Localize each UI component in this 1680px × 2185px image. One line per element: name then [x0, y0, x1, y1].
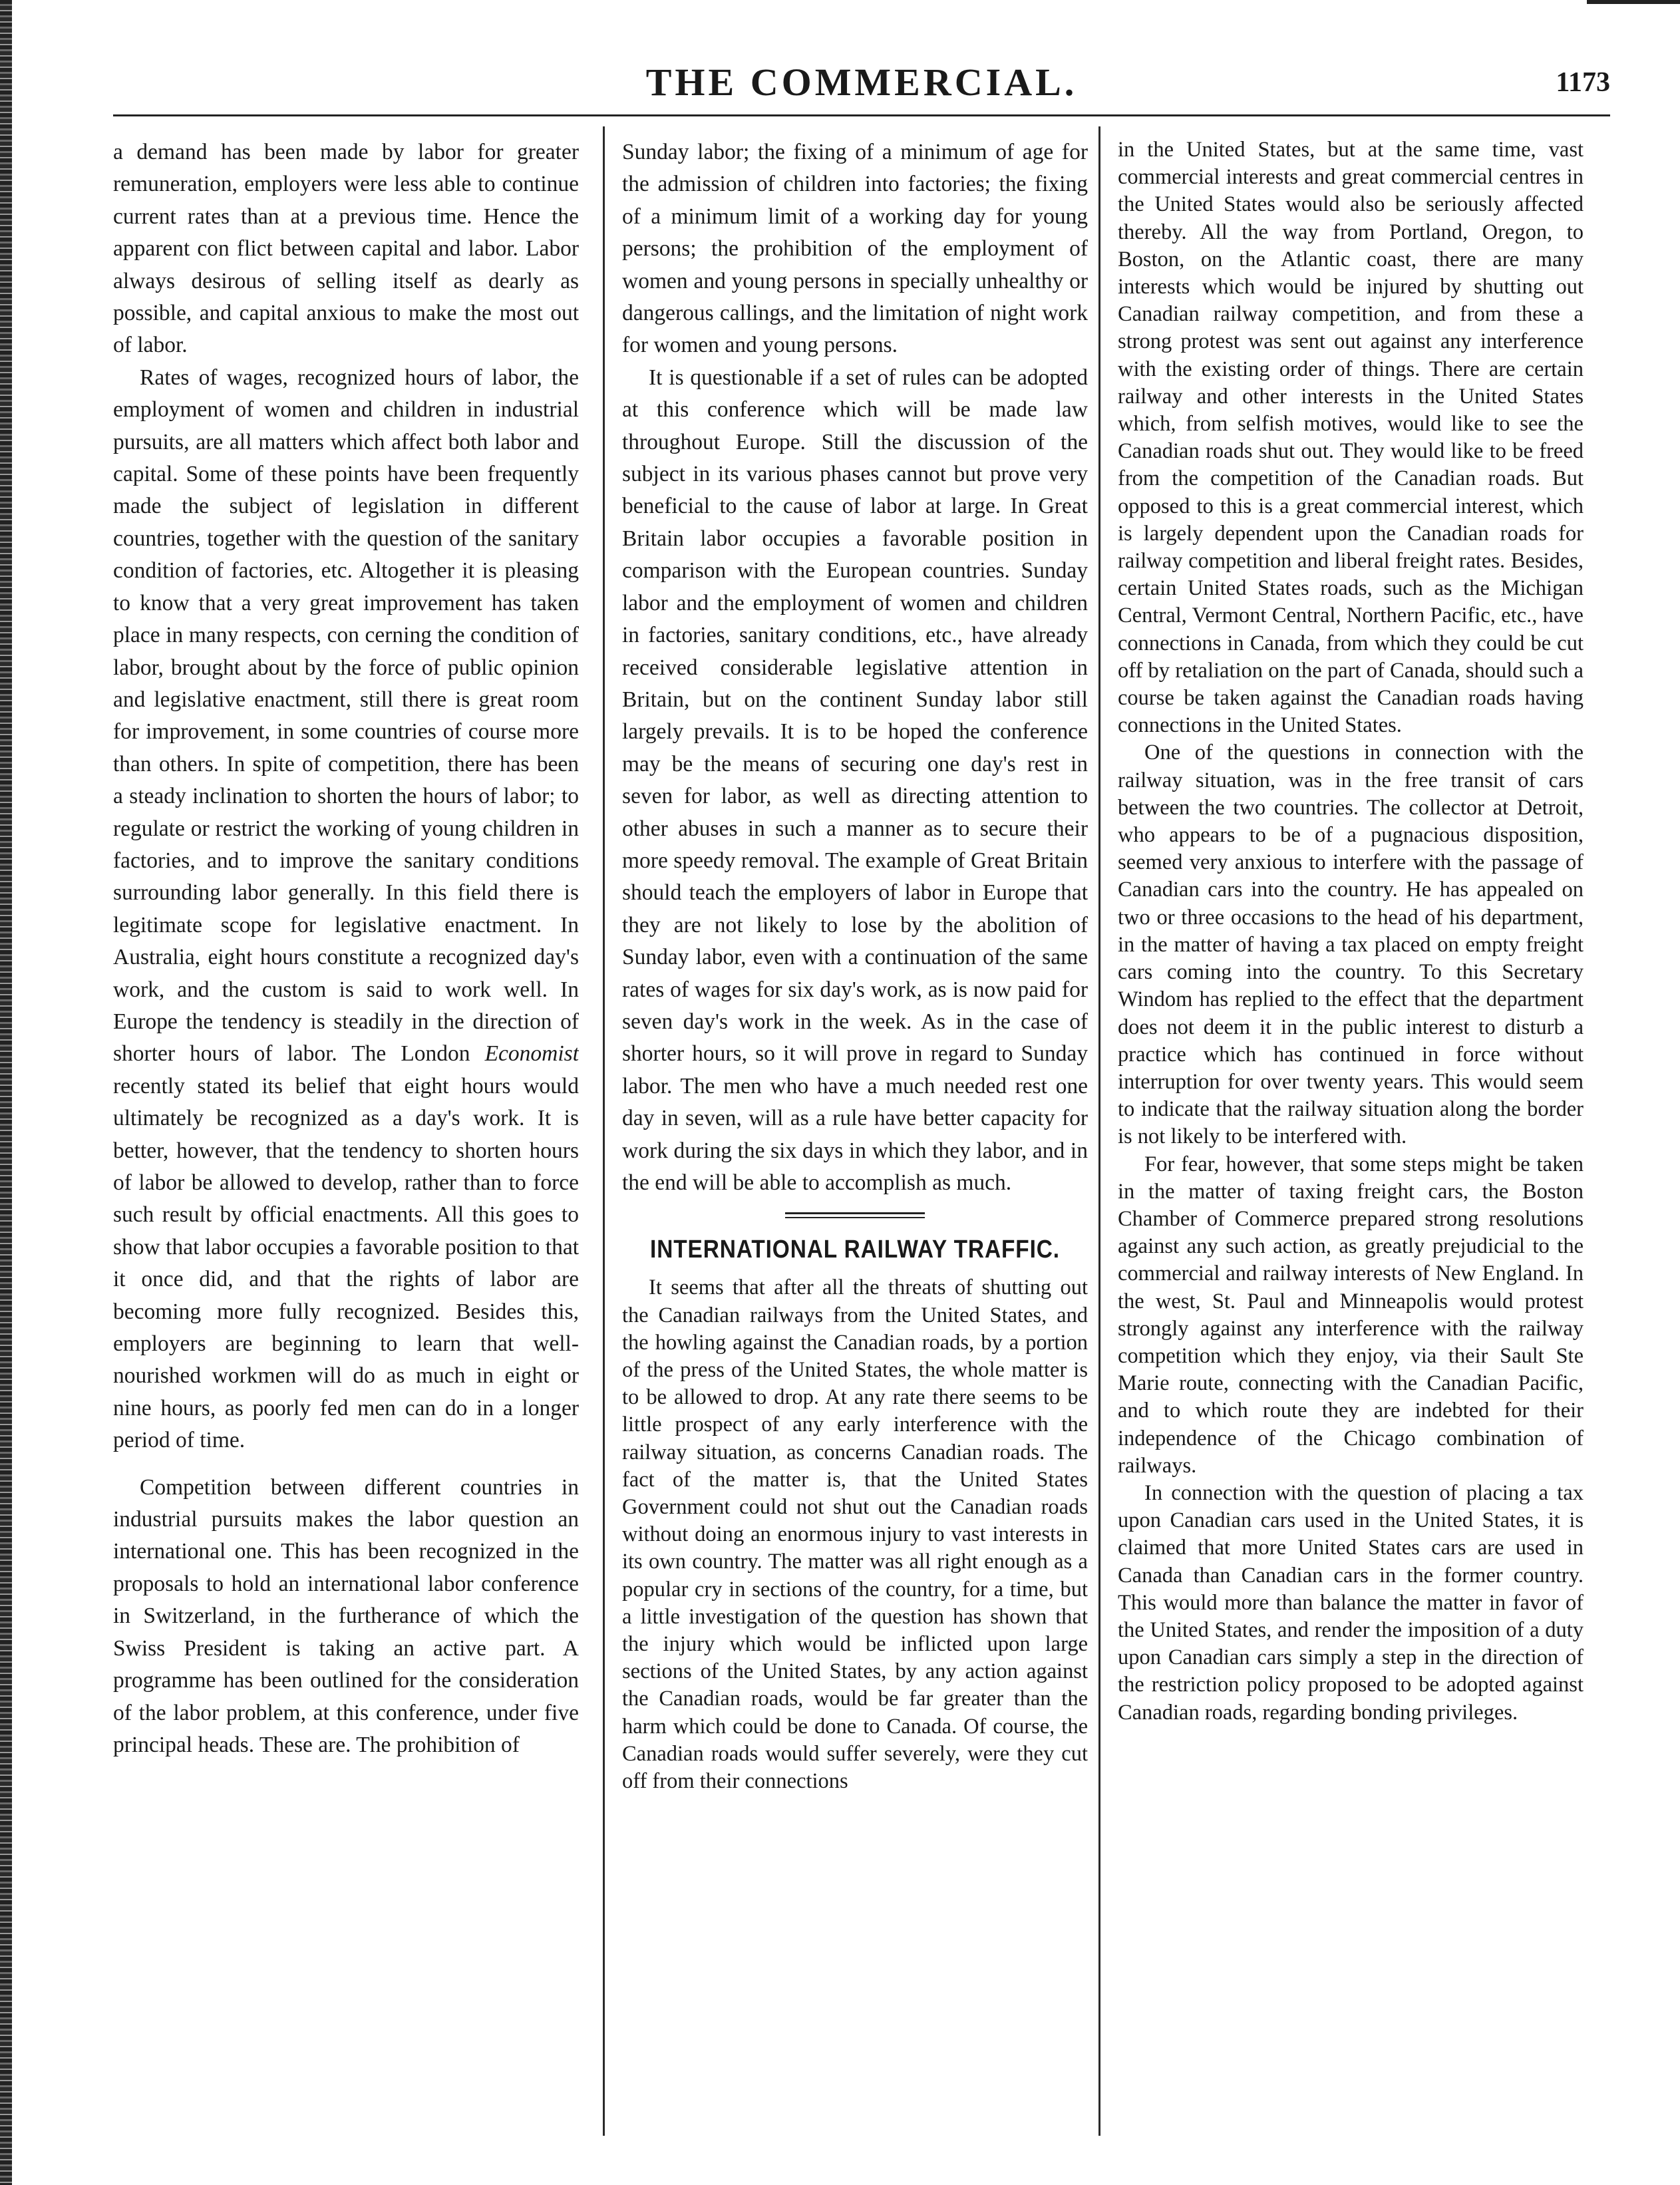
paragraph-text: recently stated its belief that eight hours would ultimately be recognized as a day's work. It is better, however, that the tendency to shorten hours of labor be allowed to develop, rather than to force such result by official enactments. All this goes to show that labor occupies a favorable position to that it once did, and that the rights of labor are becoming more fully recognized. Besides this, employers are beginning to learn that well-nourished workmen will do as much in eight or nine hours, as poorly fed men can do in a longer period of time.: [113, 1073, 579, 1453]
article-body: [622, 1274, 1088, 1795]
masthead-title: THE COMMERCIAL.: [645, 61, 1078, 104]
column-3: [1118, 136, 1584, 2166]
page-header: [113, 59, 1610, 112]
header-rule: [113, 114, 1610, 116]
column-divider-2: [1098, 126, 1100, 2136]
paragraph: Competition between different countries in industrial pursuits makes the labor question an international one. This has been recognized in the proposals to hold an international labor conference in Switzerland, in the furtherance of which the Swiss President is taking an active part. A programme has been outlined for the consideration of the labor problem, at this conference, under five principal heads. These are. The prohibition of: [113, 1474, 579, 1757]
article-title-rule: [785, 1212, 925, 1218]
paragraph: It seems that after all the threats of shutting out the Canadian railways from the United States, and the howling against the Canadian roads, by a portion of the press of the United States, the whole matter is to be allowed to drop. At any rate there seems to be little prospect of any early interference with the railway situation, as concerns Canadian roads. The fact of the matter is, that the United States Government could not shut out the Canadian roads without doing an enormous injury to vast interests in its own country. The matter was all right enough as a popular cry in sections of the country, for a time, but a little investigation of the question has shown that the injury which would be inflicted upon large sections of the United States, by any action against the Canadian roads, would be far greater than the harm which could be done to Canada. Of course, the Canadian roads would suffer severely, were they cut off from their connections: [622, 1275, 1088, 1794]
column-1: [113, 136, 579, 2166]
page-binding-edge: [0, 0, 12, 2185]
paragraph: Sunday labor; the fixing of a minimum of age for the admission of children into factories; the fixing of a minimum limit of a working day for young persons; the prohibition of the employment of women and young persons in specially unhealthy or dangerous callings, and the limitation of night work for women and young persons.: [622, 140, 1088, 358]
page-number: 1173: [1556, 67, 1610, 98]
paragraph-text: Rates of wages, recognized hours of labor, the employment of women and children in industrial pursuits, are all matters which affect both labor and capital. Some of these points have been frequently made the subject of legislation in different countries, together with the question of the sanitary condition of factories, etc. Altogether it is pleasing to know that a very great improvement has taken place in many respects, con cerning the condition of labor, brought about by the force of public opinion and legislative enactment, still there is great room for improvement, in some countries of course more than others. In spite of competition, there has been a steady inclination to shorten the hours of labor; to regulate or restrict the working of young children in factories, and to improve the sanitary conditions surrounding labor generally. In this field there is legitimate scope for legislative enactment. In Australia, eight hours constitute a recognized day's work, and the custom is said to work well. In Europe the tendency is steadily in the direction of shorter hours of labor. The London: [113, 365, 579, 1067]
paragraph: a demand has been made by labor for greater remuneration, employers were less able to continue current rates than at a previous time. Hence the apparent con flict between capital and labor. Labor always desirous of selling itself as dearly as possible, and capital anxious to make the most out of labor.: [113, 140, 579, 358]
paragraph: One of the questions in connection with the railway situation, was in the free transit of cars between the two countries. The collector at Detroit, who appears to be of a pugnacious disposition, seemed very anxious to interfere with the passage of Canadian cars into the country. He has appealed on two or three occasions to the head of his department, in the matter of having a tax placed on empty freight cars coming into the country. To this Secretary Windom has replied to the effect that the department does not deem it in the public interest to disturb a practice which has continued in force without interruption for over twenty years. This would seem to indicate that the railway situation along the border is not likely to be interfered with.: [1118, 741, 1584, 1149]
column-divider-1: [603, 126, 605, 2136]
paragraph: [113, 362, 579, 1457]
top-edge-mark: [1587, 0, 1680, 4]
paragraph: In connection with the question of placing a tax upon Canadian cars used in the United States, it is claimed that more United States cars are used in Canada than Canadian cars in the former country. This would more than balance the matter in favor of the United States, and render the imposition of a duty upon Canadian cars simply a step in the direction of the restriction policy proposed to be adopted against Canadian roads, regarding bonding privileges.: [1118, 1480, 1584, 1725]
paragraph: It is questionable if a set of rules can be adopted at this conference which will be made law throughout Europe. Still the discussion of the subject in its various phases cannot but prove very beneficial to the cause of labor at large. In Great Britain labor occupies a favorable position in comparison with the European countries. Sunday labor and the employment of women and children in factories, sanitary conditions, etc., have already received considerable legislative attention in Britain, but on the continent Sunday labor still largely prevails. It is to be hoped the conference may be the means of securing one day's rest in seven for labor, as well as directing attention to other abuses in such a manner as to secure their more speedy removal. The example of Great Britain should teach the employers of labor in Europe that they are not likely to lose by the abolition of Sunday labor, even with a continuation of the same rates of wages for six day's work, as is now paid for seven day's work in the week. As in the case of shorter hours, so it will prove in regard to Sunday labor. The men who have a much needed rest one day in seven, will as a rule have better capacity for work during the six days in which they labor, and in the end will be able to accomplish as much.: [622, 365, 1088, 1195]
column-2: [622, 136, 1088, 2166]
paragraph: in the United States, but at the same time, vast commercial interests and great commercial centres in the United States would also be seriously affected thereby. All the way from Portland, Oregon, to Boston, on the Atlantic coast, there are many interests which would be injured by shutting out Canadian railway competition, and from these a strong protest was sent out against any interference with the existing order of things. There are certain railway and other interests in the United States which, from selfish motives, would like to see the Canadian roads shut out. They would like to be freed from the competition of the Canadian roads. But opposed to this is a great commercial interest, which is largely dependent upon the Canadian roads for railway competition and liberal freight rates. Besides, certain United States roads, such as the Michigan Central, Vermont Central, Northern Pacific, etc., have connections in Canada, from which they could be cut off by retaliation on the part of Canada, should such a course be taken against the Canadian roads having connections in the United States.: [1118, 138, 1584, 738]
article-title: INTERNATIONAL RAILWAY TRAFFIC.: [650, 1236, 1060, 1264]
paragraph: For fear, however, that some steps might be taken in the matter of taxing freight cars, the Boston Chamber of Commerce prepared strong resolutions against any such action, as greatly prejudicial to the commercial and railway interests of New England. In the west, St. Paul and Minneapolis would protest strongly against any interference with the railway competition which they enjoy, via their Sault Ste Marie route, connecting with the Canadian Pacific, and to which route they are indebted for their independence of the Chicago combination of railways.: [1118, 1152, 1584, 1478]
publication-name: Economist: [484, 1041, 579, 1067]
